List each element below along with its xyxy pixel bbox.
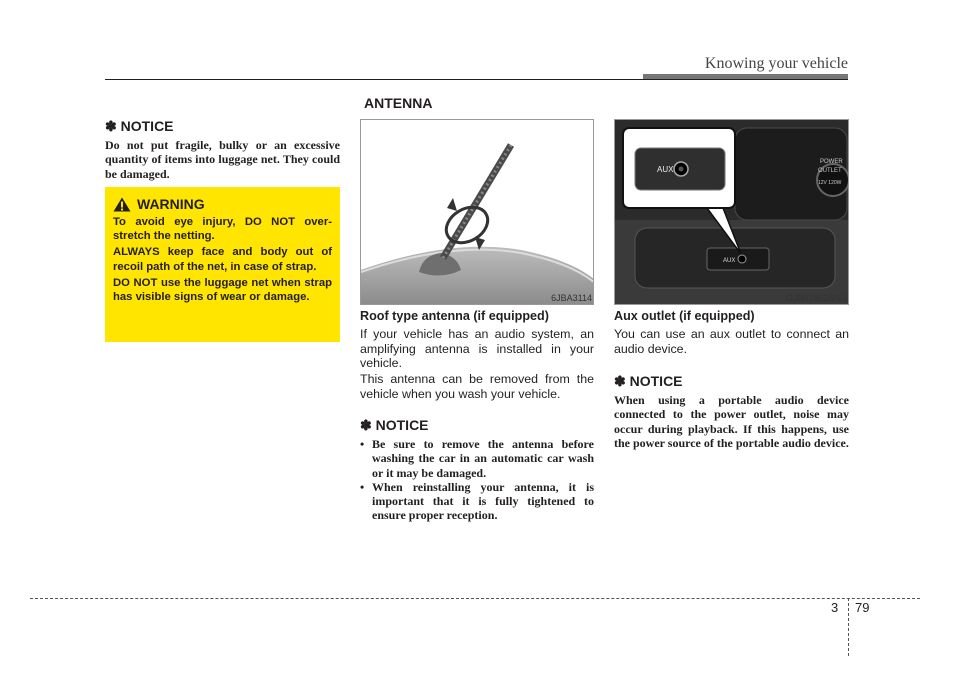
section-title: ANTENNA — [364, 95, 433, 111]
aux-paragraph: You can use an aux outlet to connect an audio device. — [614, 327, 849, 356]
image-code: 6JBA3114 — [551, 293, 592, 303]
antenna-notice — [360, 417, 594, 523]
luggage-net-notice — [105, 118, 340, 181]
notice-symbol-icon: ✽ — [360, 417, 372, 433]
warning-heading-label: WARNING — [137, 196, 205, 212]
image-code: OJB028528N-1 — [785, 293, 848, 303]
antenna-paragraph: If your vehicle has an audio system, an amplifying antenna is installed in your vehicle. — [360, 327, 594, 370]
notice-heading-label: NOTICE — [375, 417, 429, 433]
aux-outlet-illustration — [615, 120, 849, 305]
notice-heading-label: NOTICE — [120, 118, 174, 134]
aux-subheading: Aux outlet (if equipped) — [614, 309, 755, 323]
antenna-illustration — [361, 120, 594, 305]
notice-bullet-list — [360, 437, 594, 523]
list-item: • When reinstalling your antenna, it is important that it is fully tightened to ensure proper reception. — [360, 480, 594, 523]
notice-heading — [614, 373, 849, 390]
antenna-subheading: Roof type antenna (if equipped) — [360, 309, 549, 323]
warning-paragraph: DO NOT use the luggage net when strap has visible signs of wear or damage. — [113, 276, 332, 304]
aux-small-label: AUX — [723, 258, 736, 264]
power-outlet-label-1: POWER — [820, 159, 843, 165]
notice-text: When using a portable audio device connected to the power outlet, noise may occur during playback. If this happens, use the power source of the portable audio device. — [614, 393, 849, 450]
header-rule — [105, 79, 848, 80]
warning-paragraph: ALWAYS keep face and body out of recoil path of the net, in case of strap. — [113, 246, 332, 273]
power-outlet-label-2: OUTLET — [818, 168, 842, 174]
notice-heading-label: NOTICE — [629, 373, 683, 389]
footer-rule — [30, 598, 920, 599]
notice-heading — [105, 118, 340, 135]
aux-large-label: AUX — [657, 165, 674, 174]
notice-heading — [360, 417, 594, 434]
warning-paragraph: To avoid eye injury, DO NOT over-stretch the netting. — [113, 216, 332, 243]
antenna-photo — [360, 119, 594, 305]
page-number: 79 — [855, 600, 870, 615]
aux-outlet-photo — [614, 119, 849, 305]
aux-notice — [614, 373, 849, 450]
list-item: • Be sure to remove the antenna before washing the car in an automatic car wash or it may be damaged. — [360, 437, 594, 480]
warning-triangle-icon — [113, 197, 131, 212]
warning-heading — [113, 196, 332, 212]
warning-box — [105, 187, 340, 342]
footer-divider — [848, 598, 849, 656]
page-header-title: Knowing your vehicle — [704, 55, 848, 72]
antenna-paragraph: This antenna can be removed from the vehicle when you wash your vehicle. — [360, 372, 594, 401]
notice-symbol-icon: ✽ — [105, 118, 117, 134]
notice-text: Do not put fragile, bulky or an excessive quantity of items into luggage net. They could be damaged. — [105, 138, 340, 181]
notice-symbol-icon: ✽ — [614, 373, 626, 389]
section-number: 3 — [831, 600, 839, 615]
power-outlet-label-3: 12V 120W — [818, 180, 842, 186]
